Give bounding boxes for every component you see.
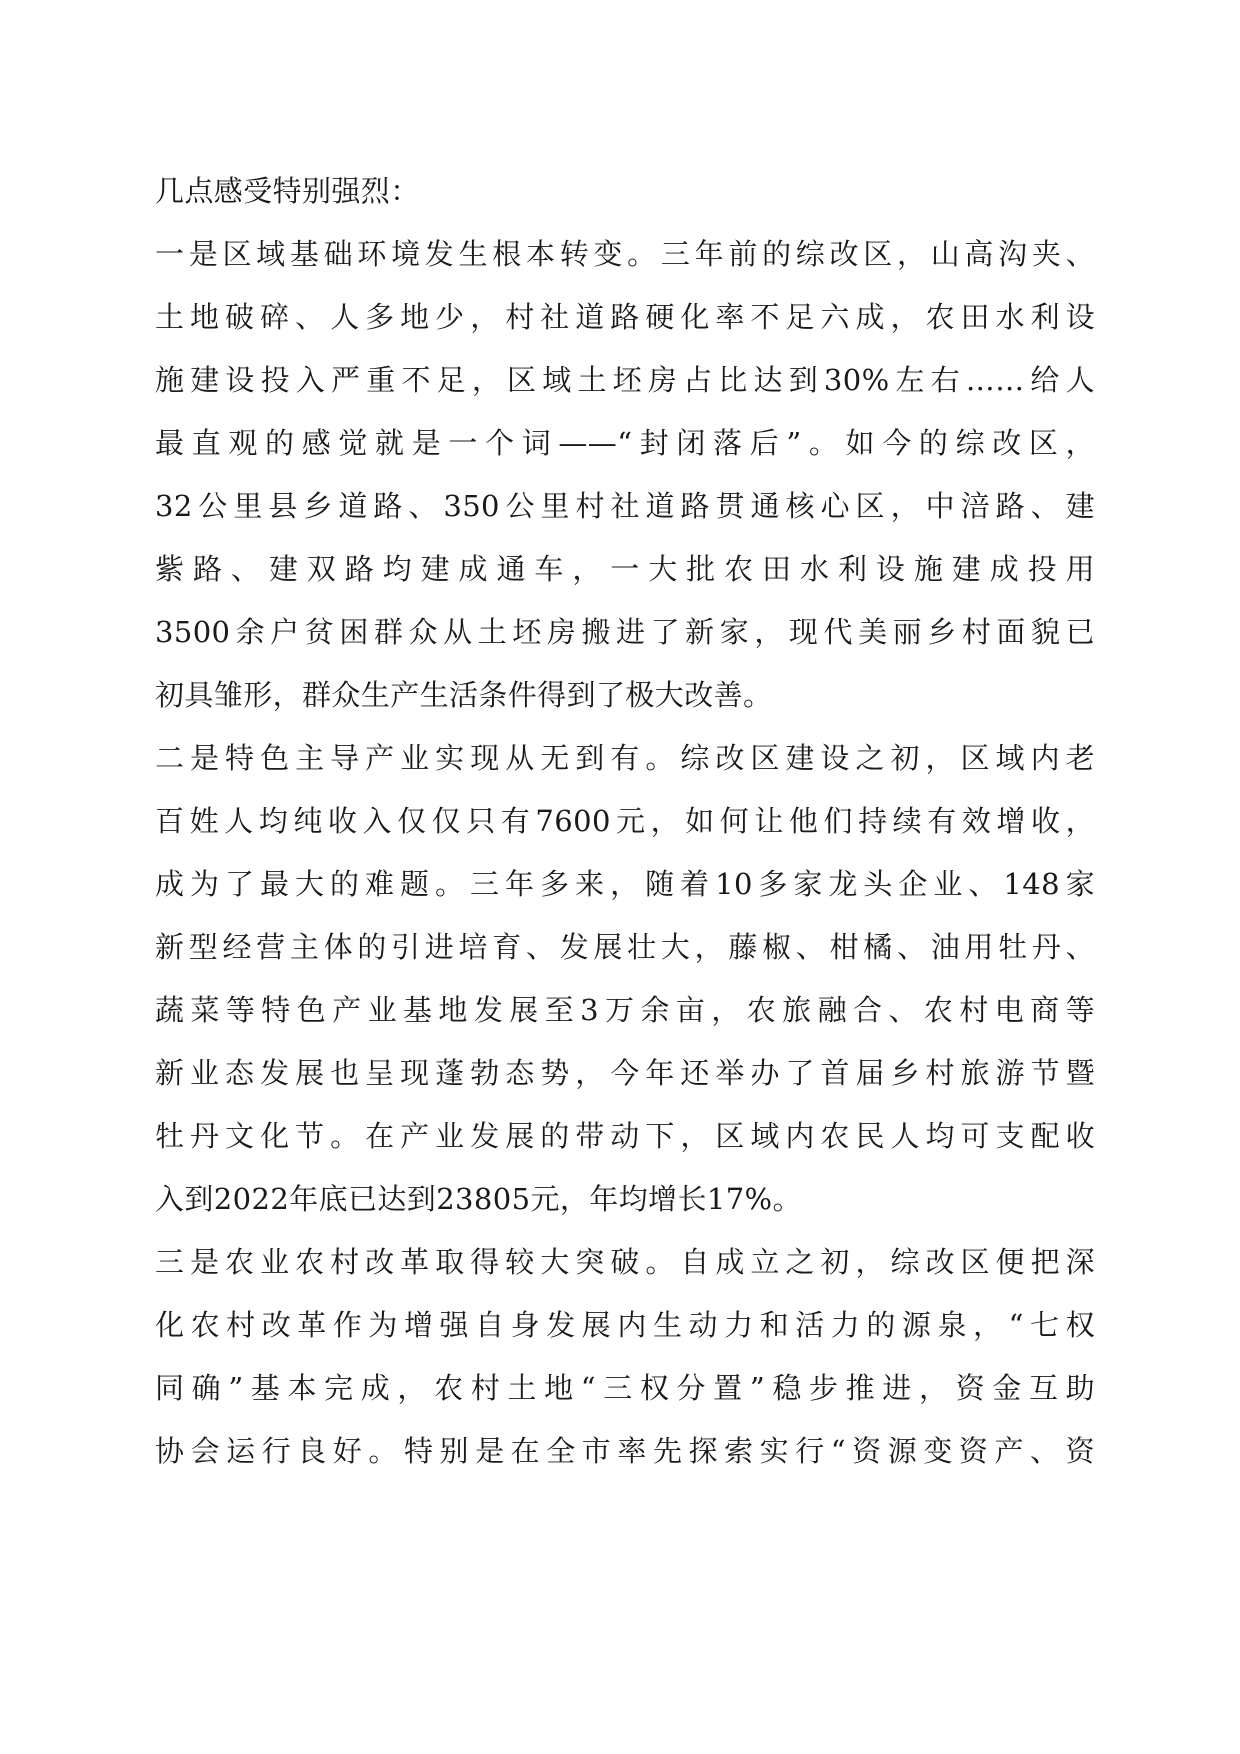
text-line: 新业态发展也呈现蓬勃态势，今年还举办了首届乡村旅游节暨 bbox=[155, 1056, 1095, 1090]
text-line: 百姓人均纯收入仅仅只有7600元，如何让他们持续有效增收， bbox=[155, 804, 1095, 838]
text-line: 一是区域基础环境发生根本转变。三年前的综改区，山高沟夹、 bbox=[155, 237, 1095, 271]
text-line: 几点感受特别强烈： bbox=[155, 174, 420, 208]
text-line: 化农村改革作为增强自身发展内生动力和活力的源泉，“七权 bbox=[155, 1308, 1095, 1342]
text-line: 新型经营主体的引进培育、发展壮大，藤椒、柑橘、油用牡丹、 bbox=[155, 930, 1095, 964]
text-line: 32公里县乡道路、350公里村社道路贯通核心区，中涪路、建 bbox=[155, 489, 1095, 523]
text-line: 3500余户贫困群众从土坯房搬进了新家，现代美丽乡村面貌已 bbox=[155, 615, 1095, 649]
text-line: 最直观的感觉就是一个词——“封闭落后”。如今的综改区， bbox=[155, 426, 1095, 460]
text-line: 协会运行良好。特别是在全市率先探索实行“资源变资产、资 bbox=[155, 1434, 1095, 1468]
text-line: 初具雏形，群众生产生活条件得到了极大改善。 bbox=[155, 678, 773, 712]
text-line: 土地破碎、人多地少，村社道路硬化率不足六成，农田水利设 bbox=[155, 300, 1095, 334]
text-line: 同确”基本完成，农村土地“三权分置”稳步推进，资金互助 bbox=[155, 1371, 1095, 1405]
body-text bbox=[155, 160, 1095, 1483]
text-line: 施建设投入严重不足，区域土坯房占比达到30%左右……给人 bbox=[155, 363, 1095, 397]
text-line: 二是特色主导产业实现从无到有。综改区建设之初，区域内老 bbox=[155, 741, 1095, 775]
text-line: 三是农业农村改革取得较大突破。自成立之初，综改区便把深 bbox=[155, 1245, 1095, 1279]
text-line: 入到2022年底已达到23805元，年均增长17%。 bbox=[155, 1182, 802, 1216]
text-line: 蔬菜等特色产业基地发展至3万余亩，农旅融合、农村电商等 bbox=[155, 993, 1095, 1027]
text-line: 成为了最大的难题。三年多来，随着10多家龙头企业、148家 bbox=[155, 867, 1095, 901]
text-line: 紫路、建双路均建成通车，一大批农田水利设施建成投用 bbox=[155, 552, 1095, 586]
text-line: 牡丹文化节。在产业发展的带动下，区域内农民人均可支配收 bbox=[155, 1119, 1095, 1153]
